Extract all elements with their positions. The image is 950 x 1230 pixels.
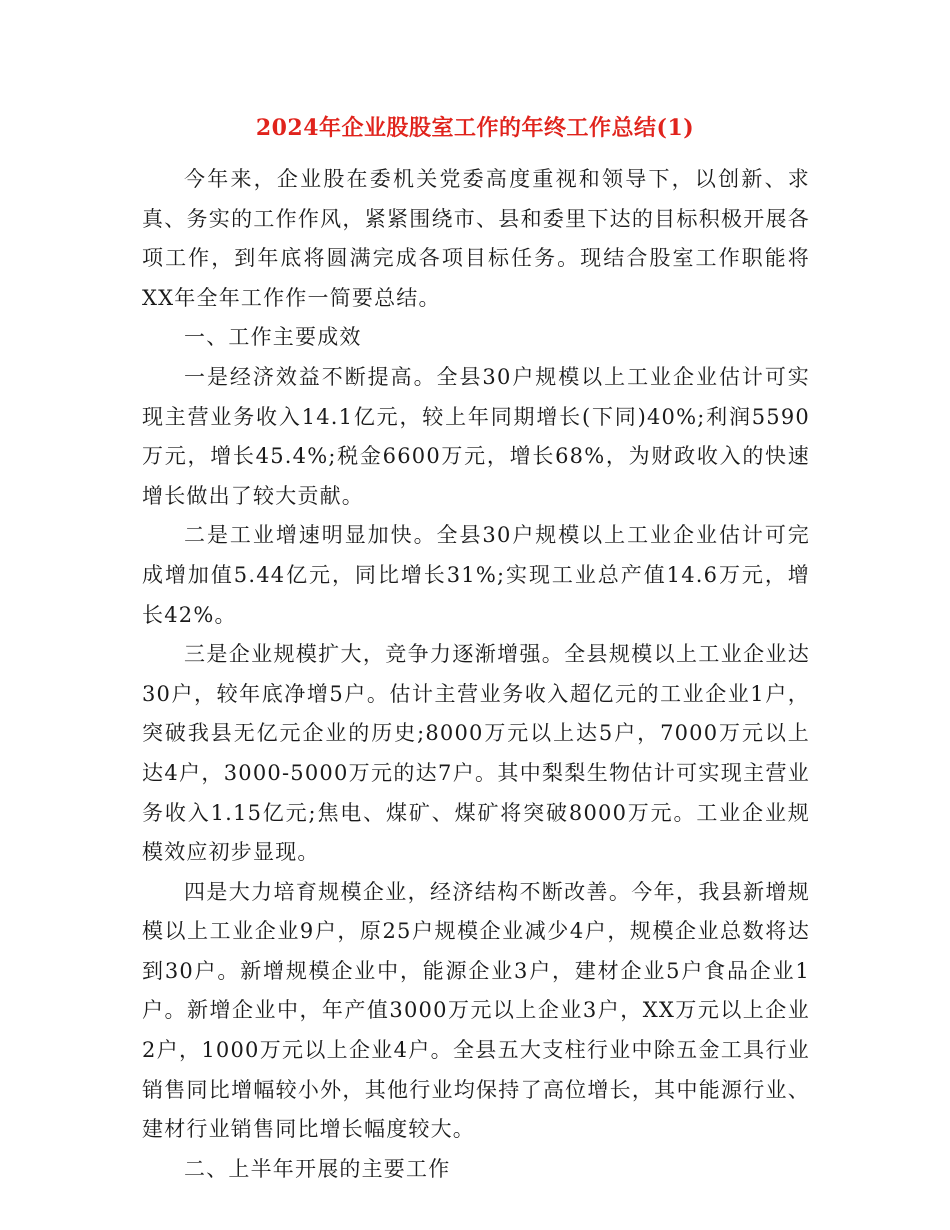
paragraph-enterprise-scale: 三是企业规模扩大，竞争力逐渐增强。全县规模以上工业企业达30户，较年底净增5户。估计主营业务收入超亿元的工业企业1户，突破我县无亿元企业的历史;8000万元以上达5户，7000万元以上达4户，3000-5000万元的达7户。其中梨梨生物估计可实现主营业务收入1.15亿元;焦电、煤矿、煤矿将突破8000万元。工业企业规模效应初步显现。: [142, 642, 810, 865]
paragraph-economic-benefits: 一是经济效益不断提高。全县30户规模以上工业企业估计可实现主营业务收入14.1亿元，较上年同期增长(下同)40%;利润5590万元，增长45.4%;税金6600万元，增长68%，为财政收入的快速增长做出了较大贡献。: [142, 364, 810, 508]
paragraph-structure-improvement: 四是大力培育规模企业，经济结构不断改善。今年，我县新增规模以上工业企业9户，原25户规模企业减少4户，规模企业总数将达到30户。新增规模企业中，能源企业3户，建材企业5户食品企业1户。新增企业中，年产值3000万元以上企业3户，XX万元以上企业2户，1000万元以上企业4户。全县五大支柱行业中除五金工具行业销售同比增幅较小外，其他行业均保持了高位增长，其中能源行业、建材行业销售同比增长幅度较大。: [142, 879, 810, 1142]
section-heading-achievements: 一、工作主要成效: [184, 325, 362, 350]
paragraph-industrial-growth: 二是工业增速明显加快。全县30户规模以上工业企业估计可完成增加值5.44亿元，同比增长31%;实现工业总产值14.6万元，增长42%。: [142, 523, 810, 627]
document-title: 2024年企业股股室工作的年终工作总结(1): [255, 115, 695, 141]
paragraph-intro: 今年来，企业股在委机关党委高度重视和领导下，以创新、求真、务实的工作作风，紧紧围绕市、县和委里下达的目标积极开展各项工作，到年底将圆满完成各项目标任务。现结合股室工作职能将XX年全年工作作一简要总结。: [142, 167, 810, 310]
section-heading-main-work: 二、上半年开展的主要工作: [184, 1156, 451, 1181]
document-body: [142, 160, 810, 1189]
